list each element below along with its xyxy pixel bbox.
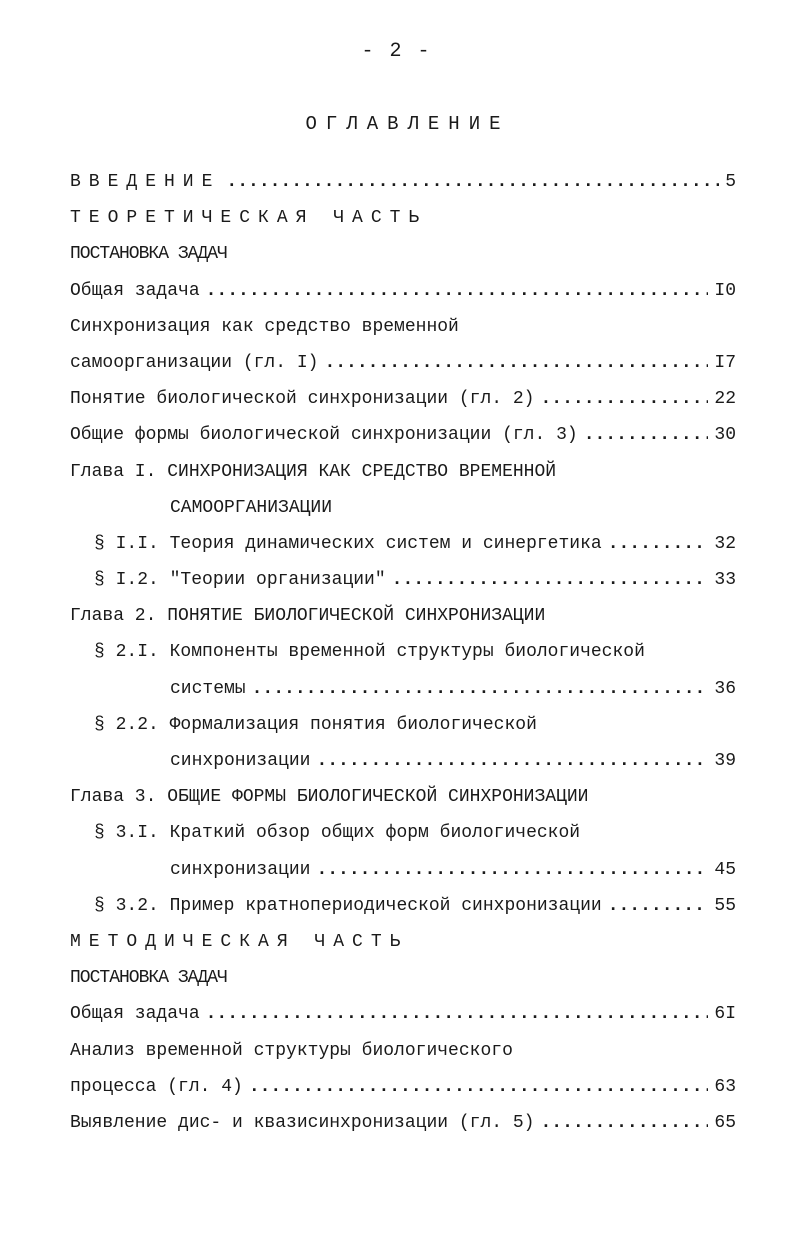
dot-leader	[226, 164, 719, 200]
toc-entry-text: Общие формы биологической синхронизации (гл. 3)	[70, 425, 578, 446]
dot-leader	[584, 417, 709, 453]
toc-entry-text: процесса (гл. 4)	[70, 1076, 243, 1097]
toc-entry-text: § 3.I. Краткий обзор общих форм биологической	[94, 823, 581, 844]
toc-entry-page: 5	[725, 172, 736, 192]
toc-entry-text: Глава 3. ОБЩИЕ ФОРМЫ БИОЛОГИЧЕСКОЙ СИНХРОНИЗАЦИИ	[70, 787, 589, 808]
dot-leader	[540, 381, 708, 417]
toc-entry	[70, 417, 736, 453]
toc-entry-text: МЕТОДИЧЕСКАЯ ЧАСТЬ	[70, 931, 409, 952]
toc-entry-text: Общая задача	[70, 1004, 200, 1025]
toc-entry-page: 36	[714, 678, 736, 699]
toc-entry	[70, 200, 736, 236]
toc-entry-page: 55	[714, 895, 736, 916]
toc-entry	[70, 634, 736, 670]
dot-leader	[392, 562, 709, 598]
toc-entry	[70, 671, 736, 707]
toc-entry-text: Глава 2. ПОНЯТИЕ БИОЛОГИЧЕСКОЙ СИНХРОНИЗАЦИИ	[70, 606, 546, 627]
toc-entry-text: § I.2. "Теории организации"	[94, 570, 386, 591]
toc-entry	[70, 309, 736, 345]
toc-entry-page: 32	[714, 533, 736, 554]
toc-title: ОГЛАВЛЕНИЕ	[305, 113, 510, 135]
toc-entry-text: системы	[170, 678, 246, 699]
toc-entry-text: Синхронизация как средство временной	[70, 316, 459, 337]
toc-entry-text: ПОСТАНОВКА ЗАДАЧ	[70, 244, 227, 265]
toc-entry	[70, 852, 736, 888]
toc-entry-text: Общая задача	[70, 280, 200, 301]
toc-entry	[70, 924, 736, 960]
toc-entry-text: ТЕОРЕТИЧЕСКАЯ ЧАСТЬ	[70, 208, 428, 229]
page-number: - 2 -	[361, 40, 432, 63]
dot-leader	[206, 273, 709, 309]
dot-leader	[324, 345, 708, 381]
dot-leader	[249, 1069, 709, 1105]
toc-entry-page: I7	[714, 352, 736, 373]
dot-leader	[608, 888, 709, 924]
toc-entry-text: § 3.2. Пример кратнопериодической синхронизации	[94, 895, 602, 916]
toc-entry	[70, 273, 736, 309]
toc-entry	[70, 743, 736, 779]
toc-entry-text: самоорганизации (гл. I)	[70, 352, 319, 373]
dot-leader	[206, 996, 709, 1032]
toc-entry-page: 63	[714, 1076, 736, 1097]
dot-leader	[540, 1105, 708, 1141]
toc-entry	[70, 960, 736, 996]
toc-entry	[70, 1069, 736, 1105]
toc-entry	[70, 562, 736, 598]
toc-entry	[70, 598, 736, 634]
toc-entry-text: Анализ временной структуры биологического	[70, 1040, 513, 1061]
toc-entry-page: 33	[714, 570, 736, 591]
toc-entry	[70, 996, 736, 1032]
toc-entry	[70, 888, 736, 924]
toc-entry-page: 65	[714, 1112, 736, 1133]
toc-entry-text: ПОСТАНОВКА ЗАДАЧ	[70, 968, 227, 989]
toc-entry-text: Понятие биологической синхронизации (гл. 2)	[70, 389, 535, 410]
toc-entry-text: § 2.I. Компоненты временной структуры биологической	[94, 642, 645, 663]
toc-entry-page: 39	[714, 751, 736, 771]
toc-entry-text: САМООРГАНИЗАЦИИ	[170, 497, 333, 518]
toc-entry-text: § 2.2. Формализация понятия биологической	[94, 714, 537, 735]
toc-entry	[70, 345, 736, 381]
toc-entry	[70, 490, 736, 526]
toc-entry-text: ВВЕДЕНИЕ	[70, 172, 221, 192]
toc-entry-page: 22	[714, 389, 736, 410]
toc-entry-text: Выявление дис- и квазисинхронизации (гл. 5)	[70, 1112, 535, 1133]
toc-entry	[70, 164, 736, 200]
dot-leader	[608, 526, 709, 562]
toc-entry	[70, 526, 736, 562]
toc-entry	[70, 779, 736, 815]
toc-entry-text: синхронизации	[170, 751, 311, 771]
toc-entry	[70, 1105, 736, 1141]
toc-entry-page: I0	[714, 280, 736, 301]
toc-entry	[70, 381, 736, 417]
dot-leader	[316, 852, 708, 888]
toc-entry-page: 30	[714, 425, 736, 446]
toc-entry-text: Глава I. СИНХРОНИЗАЦИЯ КАК СРЕДСТВО ВРЕМЕННОЙ	[70, 461, 557, 482]
toc-entry-text: § I.I. Теория динамических систем и синергетика	[94, 533, 602, 554]
dot-leader	[252, 671, 709, 707]
toc-entry	[70, 815, 736, 851]
toc-entry	[70, 1033, 736, 1069]
toc-entry	[70, 454, 736, 490]
table-of-contents	[70, 164, 736, 1141]
toc-entry-text: синхронизации	[170, 859, 311, 880]
dot-leader	[316, 743, 708, 779]
toc-entry-page: 6I	[714, 1004, 736, 1025]
toc-entry-page: 45	[714, 859, 736, 880]
toc-entry	[70, 707, 736, 743]
toc-entry	[70, 236, 736, 272]
